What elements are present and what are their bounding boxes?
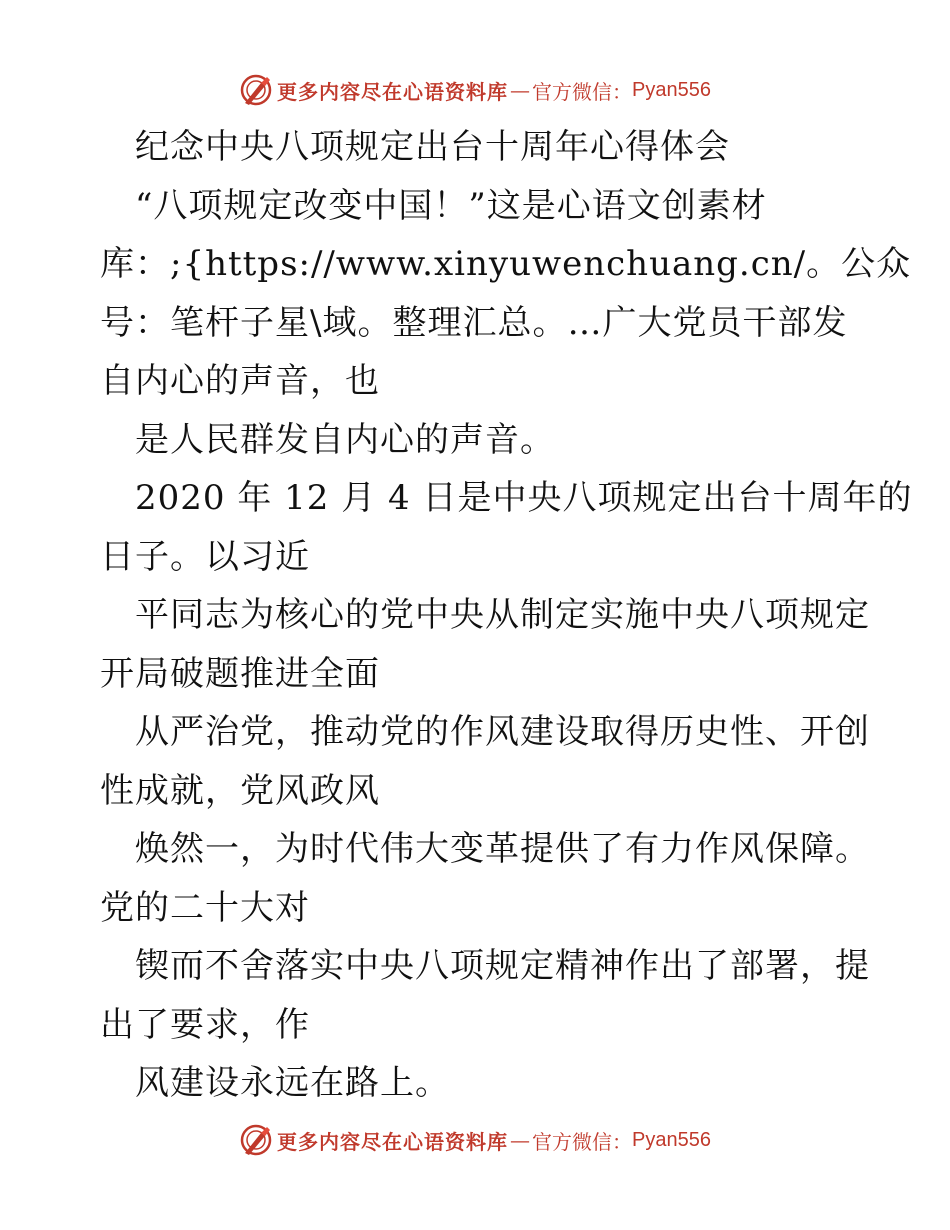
text-line: 自内心的声音，也 bbox=[100, 361, 380, 401]
text-line: 日子。以习近 bbox=[100, 536, 310, 577]
text-line: 平同志为核心的党中央从制定实施中央八项规定 bbox=[135, 595, 870, 635]
text-line: 是人民群发自内心的声音。 bbox=[135, 419, 555, 460]
text-line: 性成就，党风政风 bbox=[100, 770, 380, 811]
text-line: 锲而不舍落实中央八项规定精神作出了部署，提 bbox=[135, 946, 870, 986]
text-line: 库：;{https://www.xinyuwenchuang.cn/。公众 bbox=[100, 244, 912, 284]
text-line: 2020 年 12 月 4 日是中央八项规定出台十周年的 bbox=[135, 478, 913, 518]
text-line: 从严治党，推动党的作风建设取得历史性、开创 bbox=[135, 712, 870, 752]
pen-logo-icon bbox=[239, 73, 273, 107]
text-line: 开局破题推进全面 bbox=[100, 653, 380, 694]
text-line: 党的二十大对 bbox=[100, 887, 310, 928]
banner-dash: — bbox=[510, 1128, 531, 1152]
text-line: 风建设永远在路上。 bbox=[135, 1063, 450, 1103]
header-banner bbox=[0, 70, 950, 110]
footer-banner bbox=[0, 1120, 950, 1160]
text-line: 号：笔杆子星\域。整理汇总。…广大党员干部发 bbox=[100, 302, 848, 343]
banner-brand-text: 更多内容尽在心语资料库 bbox=[277, 79, 509, 104]
banner-dash: — bbox=[510, 78, 531, 102]
text-line: 焕然一，为时代伟大变革提供了有力作风保障。 bbox=[135, 829, 870, 869]
text-line: 出了要求，作 bbox=[100, 1004, 310, 1045]
banner-wechat-id: Pyan556 bbox=[632, 78, 711, 101]
document-title: 纪念中央八项规定出台十周年心得体会 bbox=[135, 127, 730, 167]
banner-official-label: 官方微信： bbox=[532, 1129, 633, 1154]
banner-brand-text: 更多内容尽在心语资料库 bbox=[277, 1129, 509, 1154]
document-body bbox=[100, 118, 913, 1113]
banner-wechat-id: Pyan556 bbox=[632, 1128, 711, 1151]
banner-official-label: 官方微信： bbox=[532, 79, 633, 104]
pen-logo-icon bbox=[239, 1123, 273, 1157]
text-line: “八项规定改变中国！”这是心语文创素材 bbox=[135, 185, 767, 226]
